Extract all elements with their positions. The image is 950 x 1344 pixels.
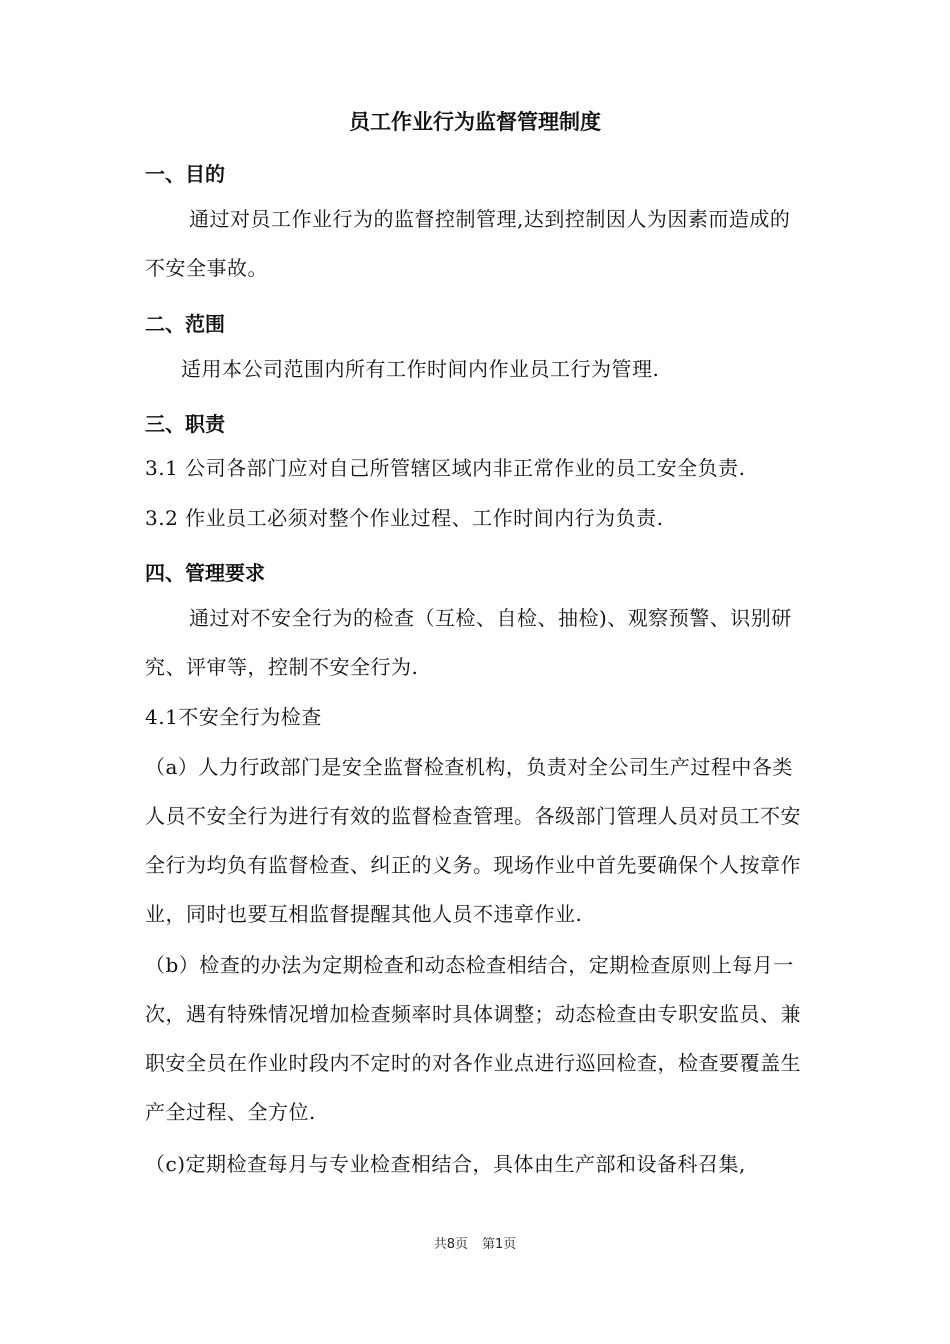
subsection-heading-4-1: 4.1不安全行为检查 (145, 705, 322, 729)
duty-item-3-1: 3.1 公司各部门应对自己所管辖区域内非正常作业的员工安全负责. (145, 456, 746, 480)
section-heading-scope: 二、范围 (145, 312, 225, 336)
section-heading-duties: 三、职责 (145, 412, 225, 436)
requirements-intro: 通过对不安全行为的检查（互检、自检、抽检)、观察预警、识别研究、评审等，控制不安全行为. (145, 606, 792, 679)
paragraph-4-1-c: （c)定期检查每月与专业检查相结合，具体由生产部和设备科召集, (145, 1152, 746, 1176)
section-heading-purpose: 一、目的 (145, 162, 225, 186)
duty-item-3-2: 3.2 作业员工必须对整个作业过程、工作时间内行为负责. (145, 506, 664, 530)
section-text-purpose: 通过对员工作业行为的监督控制管理,达到控制因人为因素而造成的不安全事故。 (145, 207, 791, 280)
section-heading-requirements: 四、管理要求 (145, 561, 265, 585)
document-title: 员工作业行为监督管理制度 (349, 110, 601, 134)
paragraph-4-1-a: （a）人力行政部门是安全监督检查机构，负责对全公司生产过程中各类人员不安全行为进行有效的监督检查管理。各级部门管理人员对员工不安全行为均负有监督检查、纠正的义务。现场作业中首先要确保个人按章作业，同时也要互相监督提醒其他人员不违章作业. (145, 755, 801, 926)
total-pages: 共8页 (433, 1237, 468, 1252)
section-text-scope: 适用本公司范围内所有工作时间内作业员工行为管理. (181, 357, 660, 381)
page-footer (0, 1233, 950, 1252)
paragraph-4-1-b: （b）检查的办法为定期检查和动态检查相结合，定期检查原则上每月一次，遇有特殊情况增加检查频率时具体调整；动态检查由专职安监员、兼职安全员在作业时段内不定时的对各作业点进行巡回检查，检查要覆盖生产全过程、全方位. (145, 953, 801, 1124)
current-page: 第1页 (482, 1237, 517, 1252)
